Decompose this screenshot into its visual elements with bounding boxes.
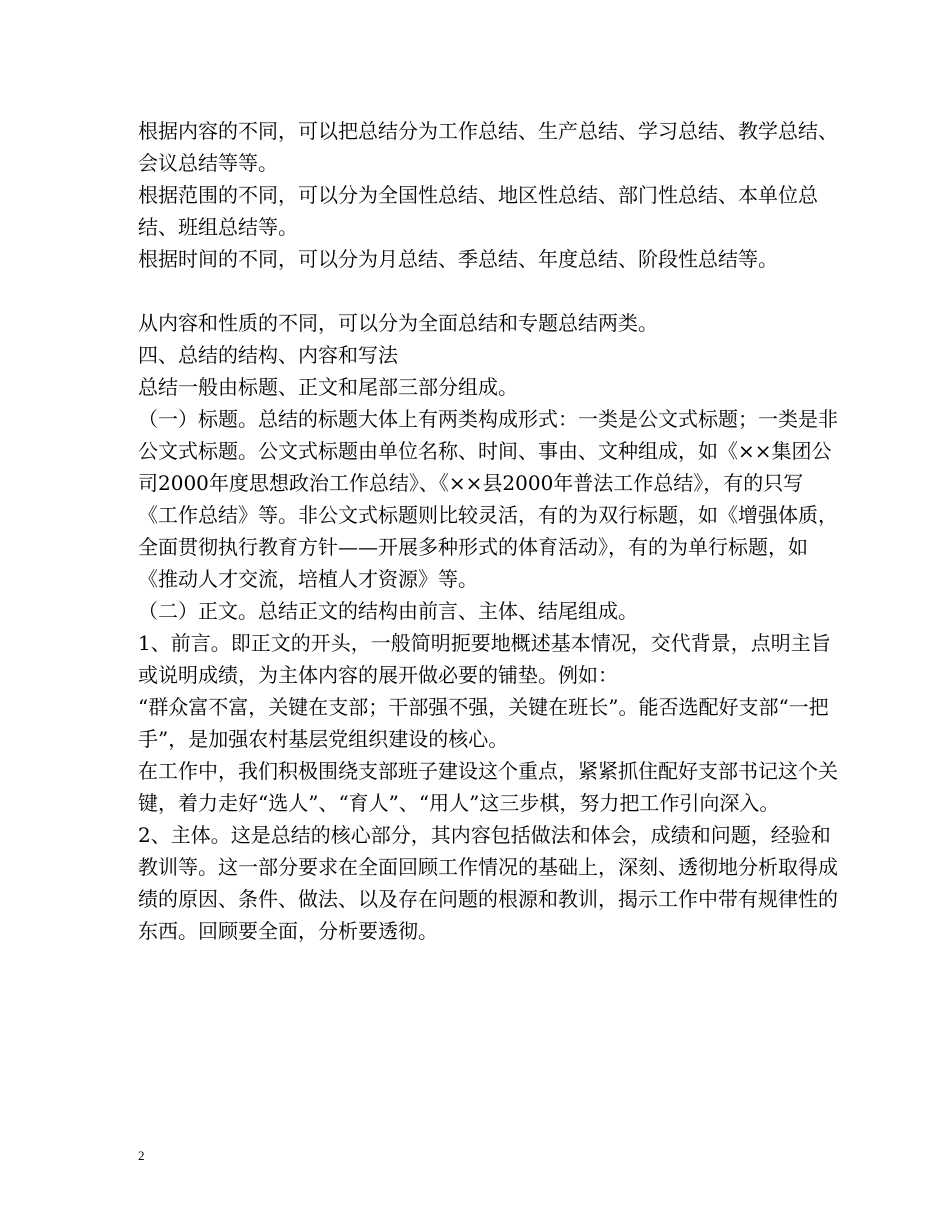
paragraph-title-section: （一）标题。总结的标题大体上有两类构成形式：一类是公文式标题；一类是非公文式标题。公文式标题由单位名称、时间、事由、文种组成，如《××集团公司2000年度思想政治工作总结》、《××县2000年普法工作总结》，有的只写《工作总结》等。非公文式标题则比较灵活，有的为双行标题，如《增强体质，全面贯彻执行教育方针——开展多种形式的体育活动》，有的为单行标题，如《推动人才交流，培植人才资源》等。 <box>138 407 838 591</box>
document-body <box>138 115 838 947</box>
paragraph-example-work: 在工作中，我们积极围绕支部班子建设这个重点，紧紧抓住配好支部书记这个关键，着力走好“选人”、“育人”、“用人”这三步棋，努力把工作引向深入。 <box>138 759 838 815</box>
paragraph-preface: 1、前言。即正文的开头，一般简明扼要地概述基本情况，交代背景，点明主旨或说明成绩，为主体内容的展开做必要的铺垫。例如： <box>138 631 831 687</box>
paragraph-scope-types: 根据范围的不同，可以分为全国性总结、地区性总结、部门性总结、本单位总结、班组总结等。 <box>138 183 818 239</box>
section-heading-structure: 四、总结的结构、内容和写法 <box>138 343 398 367</box>
paragraph-time-types: 根据时间的不同，可以分为月总结、季总结、年度总结、阶段性总结等。 <box>138 247 778 271</box>
paragraph-nature-types: 从内容和性质的不同，可以分为全面总结和专题总结两类。 <box>138 311 658 335</box>
paragraph-content-types: 根据内容的不同，可以把总结分为工作总结、生产总结、学习总结、教学总结、会议总结等等。 <box>138 119 838 175</box>
paragraph-example-quote: “群众富不富，关键在支部；干部强不强，关键在班长”。能否选配好支部“一把手”，是加强农村基层党组织建设的核心。 <box>138 695 829 751</box>
paragraph-body-section: （二）正文。总结正文的结构由前言、主体、结尾组成。 <box>138 599 638 623</box>
page-number: 2 <box>138 1148 145 1163</box>
blank-line <box>138 275 838 307</box>
paragraph-composition: 总结一般由标题、正文和尾部三部分组成。 <box>138 375 518 399</box>
paragraph-main-body: 2、主体。这是总结的核心部分，其内容包括做法和体会，成绩和问题，经验和教训等。这一部分要求在全面回顾工作情况的基础上，深刻、透彻地分析取得成绩的原因、条件、做法、以及存在问题的根源和教训，揭示工作中带有规律性的东西。回顾要全面，分析要透彻。 <box>138 823 838 943</box>
